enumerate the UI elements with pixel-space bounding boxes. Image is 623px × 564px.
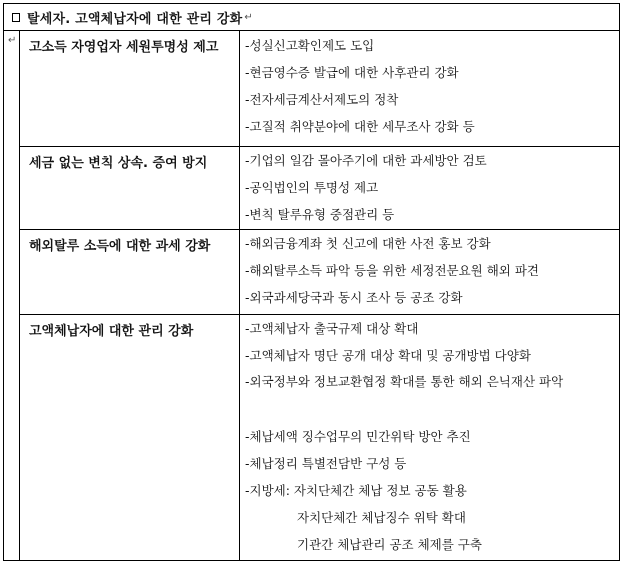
list-item: -해외탈루소득 파악 등을 위한 세정전문요원 해외 파견 [245,263,540,278]
list-item: 자치단체간 체납징수 위탁 확대 [297,510,466,525]
list-item: 기관간 체납관리 공조 체제를 구축 [297,537,482,552]
list-item: -해외금융계좌 첫 신고에 대한 사전 홍보 강화 [245,236,491,251]
section-title: 세금 없는 변칙 상속. 증여 방지 [20,147,240,229]
policy-table [3,3,620,561]
list-item: -변칙 탈루유형 중점관리 등 [245,207,395,222]
list-item: -체납정리 특별전담반 구성 등 [245,456,407,471]
paragraph-mark-icon: ↵ [8,35,17,46]
section-title: 해외탈루 소득에 대한 과세 강화 [20,230,240,314]
section-delinquent [20,315,619,560]
table-header-row [4,4,619,31]
list-item: -기업의 일감 몰아주기에 대한 과세방안 검토 [245,153,487,168]
section-inheritance [20,147,619,230]
list-item: -체납세액 징수업무의 민간위탁 방안 추진 [245,429,471,444]
table-title: 탈세자. 고액체납자에 대한 관리 강화 [27,11,243,27]
list-item: -외국과세당국과 동시 조사 등 공조 강화 [245,290,463,305]
list-item: -전자세금계산서제도의 정착 [245,92,399,107]
list-item: -공익법인의 투명성 제고 [245,180,379,195]
section-title: 고액체납자에 대한 관리 강화 [20,315,240,560]
list-item: -고액체납자 명단 공개 대상 확대 및 공개방법 다양화 [245,348,531,363]
list-item: -성실신고확인제도 도입 [245,38,375,53]
list-item: -고질적 취약분야에 대한 세무조사 강화 등 [245,119,475,134]
section-title: 고소득 자영업자 세원투명성 제고 [20,31,240,146]
list-item: -지방세: 자치단체간 체납 정보 공동 활용 [245,483,467,498]
list-item: -현금영수증 발급에 대한 사후관리 강화 [245,65,459,80]
list-item: -고액체납자 출국규제 대상 확대 [245,321,419,336]
paragraph-mark-icon: ↵ [244,11,253,23]
checkbox-bullet-icon [12,13,20,22]
section-self-employed [20,31,619,147]
list-item: -외국정부와 정보교환협정 확대를 통한 해외 은닉재산 파악 [245,374,564,389]
section-offshore [20,230,619,315]
